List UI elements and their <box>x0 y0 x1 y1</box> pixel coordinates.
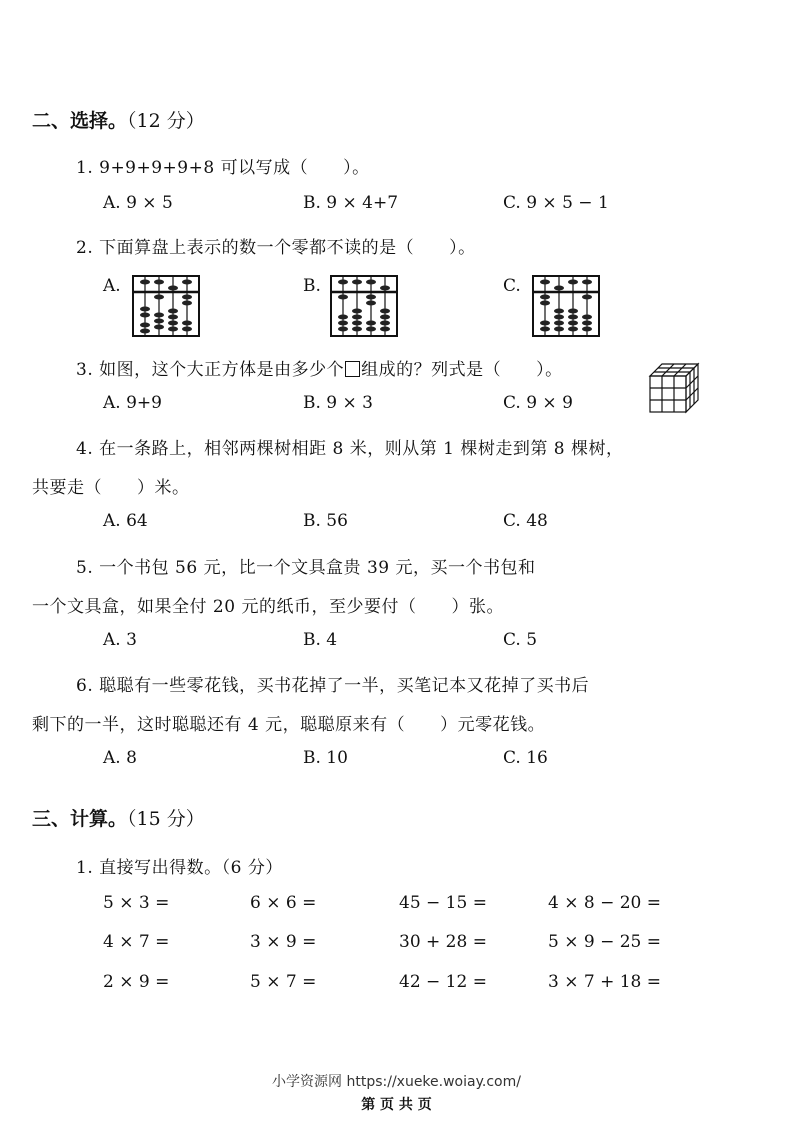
small-cube-icon <box>345 361 360 377</box>
calc-cell: 3 × 9 = <box>250 932 317 952</box>
footer-site: 小学资源网 https://xueke.woiay.com/ <box>272 1074 521 1090</box>
question-4-stem-line-2: 共要走（ ）米。 <box>32 478 190 498</box>
section-2-title: 二、选择。 <box>32 110 128 132</box>
calc-cell: 4 × 7 = <box>103 932 170 952</box>
question-1-option-c: C. 9 × 5 − 1 <box>503 193 609 213</box>
calc-cell: 2 × 9 = <box>103 972 170 992</box>
question-2-option-b: B. <box>303 276 321 296</box>
abacus-a-icon <box>132 275 200 337</box>
footer-page-number: 第 页 共 页 <box>361 1097 432 1113</box>
calc-cell: 6 × 6 = <box>250 893 317 913</box>
question-3-option-b: B. 9 × 3 <box>303 393 373 413</box>
calc-cell: 42 − 12 = <box>399 972 487 992</box>
question-2-stem: 2. 下面算盘上表示的数一个零都不读的是（ ）。 <box>76 238 476 258</box>
calc-cell: 30 + 28 = <box>399 932 487 952</box>
question-1-option-b: B. 9 × 4+7 <box>303 193 399 213</box>
question-3-stem-after: 组成的？列式是（ ）。 <box>361 360 563 380</box>
abacus-b-icon <box>330 275 398 337</box>
question-3-option-a: A. 9+9 <box>103 393 162 413</box>
section-2-heading <box>32 106 205 133</box>
calc-cell: 5 × 7 = <box>250 972 317 992</box>
calc-sub-1-heading: 1. 直接写出得数。（6 分） <box>76 858 283 878</box>
section-2-points: （12 分） <box>127 110 205 132</box>
question-6-option-c: C. 16 <box>503 748 548 768</box>
question-4-option-c: C. 48 <box>503 511 548 531</box>
calc-cell: 4 × 8 − 20 = <box>548 893 662 913</box>
section-3-title: 三、计算。 <box>32 808 128 830</box>
question-2-option-c: C. <box>503 276 521 296</box>
question-4-option-a: A. 64 <box>103 511 148 531</box>
question-5-option-b: B. 4 <box>303 630 338 650</box>
calc-cell: 5 × 3 = <box>103 893 170 913</box>
question-5-stem-line-2: 一个文具盒，如果全付 20 元的纸币，至少要付（ ）张。 <box>32 597 504 617</box>
calc-cell: 45 − 15 = <box>399 893 487 913</box>
question-1-option-a: A. 9 × 5 <box>103 193 173 213</box>
calc-cell: 3 × 7 + 18 = <box>548 972 662 992</box>
question-6-stem-line-1: 6. 聪聪有一些零花钱，买书花掉了一半，买笔记本又花掉了买书后 <box>76 676 590 696</box>
question-2-option-a: A. <box>103 276 121 296</box>
question-4-stem-line-1: 4. 在一条路上，相邻两棵树相距 8 米，则从第 1 棵树走到第 8 棵树， <box>76 439 624 459</box>
abacus-c-icon <box>532 275 600 337</box>
question-1-stem: 1. 9+9+9+9+8 可以写成（ ）。 <box>76 158 370 178</box>
question-3-stem <box>76 355 563 380</box>
question-5-option-a: A. 3 <box>103 630 137 650</box>
question-6-option-a: A. 8 <box>103 748 137 768</box>
cube-3x3x3-icon <box>648 362 702 414</box>
section-3-heading <box>32 804 205 831</box>
question-4-option-b: B. 56 <box>303 511 348 531</box>
calc-cell: 5 × 9 − 25 = <box>548 932 662 952</box>
question-3-stem-before: 3. 如图，这个大正方体是由多少个 <box>76 360 345 380</box>
section-3-points: （15 分） <box>127 808 205 830</box>
question-5-option-c: C. 5 <box>503 630 538 650</box>
question-6-option-b: B. 10 <box>303 748 348 768</box>
question-6-stem-line-2: 剩下的一半，这时聪聪还有 4 元，聪聪原来有（ ）元零花钱。 <box>32 715 546 735</box>
question-3-option-c: C. 9 × 9 <box>503 393 573 413</box>
question-5-stem-line-1: 5. 一个书包 56 元，比一个文具盒贵 39 元，买一个书包和 <box>76 558 536 578</box>
